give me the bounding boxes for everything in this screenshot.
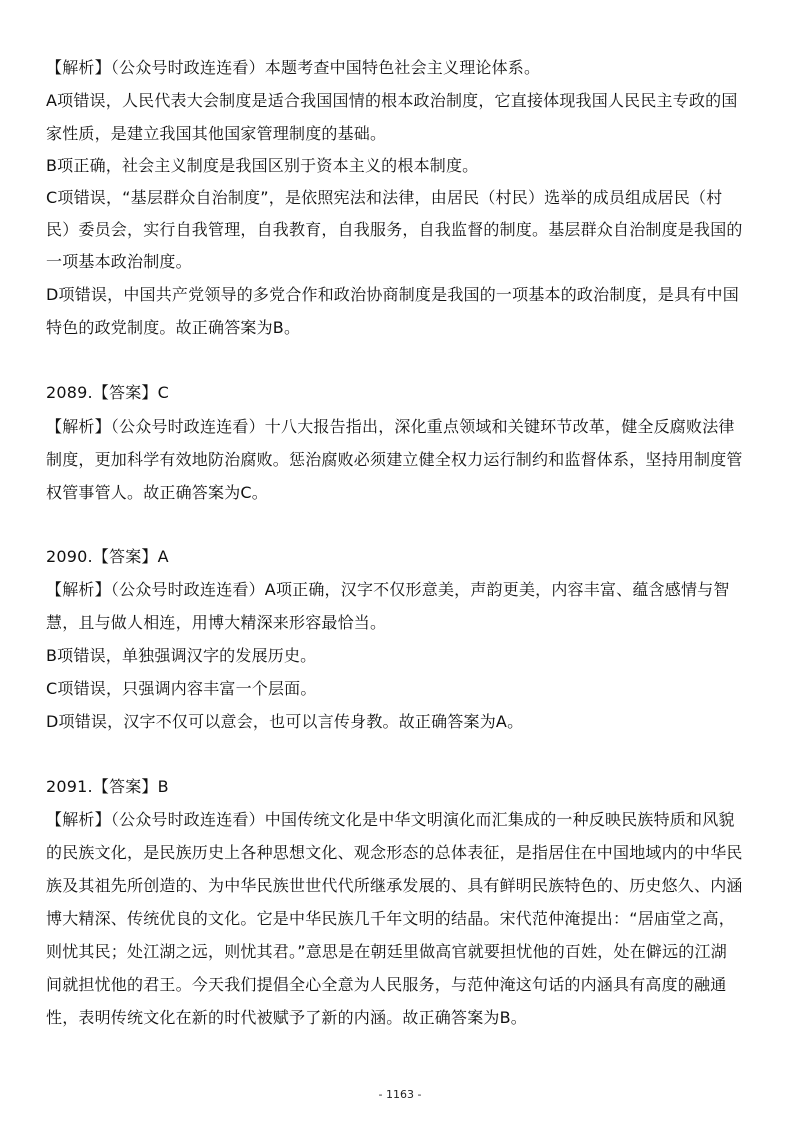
text-line: 【解析】（公众号时政连连看）中国传统文化是中华文明演化而汇集成的一种反映民族特质和风貌 (46, 810, 735, 829)
text-line: 性，表明传统文化在新的时代被赋予了新的内涵。故正确答案为B。 (46, 1008, 527, 1027)
text-line: 家性质，是建立我国其他国家管理制度的基础。 (46, 124, 387, 143)
question-answer-heading: 2089.【答案】C (46, 383, 169, 402)
text-line: 【解析】（公众号时政连连看）十八大报告指出，深化重点领域和关键环节改革，健全反腐败法律 (46, 417, 735, 436)
text-line: 族及其祖先所创造的、为中华民族世世代代所继承发展的、具有鲜明民族特色的、历史悠久、内涵 (46, 876, 743, 895)
text-line: 民）委员会，实行自我管理，自我教育，自我服务，自我监督的制度。基层群众自治制度是我国的 (46, 220, 743, 239)
text-line: C项错误，“基层群众自治制度”，是依照宪法和法律，由居民（村民）选举的成员组成居民（村 (46, 188, 723, 207)
text-line: 【解析】（公众号时政连连看）本题考查中国特色社会主义理论体系。 (46, 58, 541, 77)
text-line: D项错误，中国共产党领导的多党合作和政治协商制度是我国的一项基本的政治制度，是具有中国 (46, 285, 739, 304)
text-line: 一项基本政治制度。 (46, 252, 192, 271)
text-line: 特色的政党制度。故正确答案为B。 (46, 318, 301, 337)
text-line: 制度，更加科学有效地防治腐败。惩治腐败必须建立健全权力运行制约和监督体系，坚持用制度管 (46, 450, 743, 469)
text-line: 间就担忧他的君王。今天我们提倡全心全意为人民服务，与范仲淹这句话的内涵具有高度的融通 (46, 975, 727, 994)
text-line: B项错误，单独强调汉字的发展历史。 (46, 646, 317, 665)
text-line: 则忧其民；处江湖之远，则忧其君。”意思是在朝廷里做高官就要担忧他的百姓，处在僻远的江湖 (46, 942, 727, 961)
text-line: A项错误，人民代表大会制度是适合我国国情的根本政治制度，它直接体现我国人民民主专政的国 (46, 91, 738, 110)
text-line: B项正确，社会主义制度是我国区别于资本主义的根本制度。 (46, 156, 479, 175)
text-line: 的民族文化，是民族历史上各种思想文化、观念形态的总体表征，是指居住在中国地域内的中华民 (46, 843, 743, 862)
text-line: 权管事管人。故正确答案为C。 (46, 483, 268, 502)
text-line: 博大精深、传统优良的文化。它是中华民族几千年文明的结晶。宋代范仲淹提出：“居庙堂之高， (46, 909, 735, 928)
question-answer-heading: 2091.【答案】B (46, 777, 169, 796)
question-answer-heading: 2090.【答案】A (46, 547, 169, 566)
page-number: - 1163 - (378, 1088, 422, 1101)
text-line: 慧，且与做人相连，用博大精深来形容最恰当。 (46, 613, 387, 632)
text-line: 【解析】（公众号时政连连看）A项正确，汉字不仅形意美，声韵更美，内容丰富、蕴含感情与智 (46, 580, 730, 599)
text-line: C项错误，只强调内容丰富一个层面。 (46, 679, 317, 698)
text-line: D项错误，汉字不仅可以意会，也可以言传身教。故正确答案为A。 (46, 712, 524, 731)
